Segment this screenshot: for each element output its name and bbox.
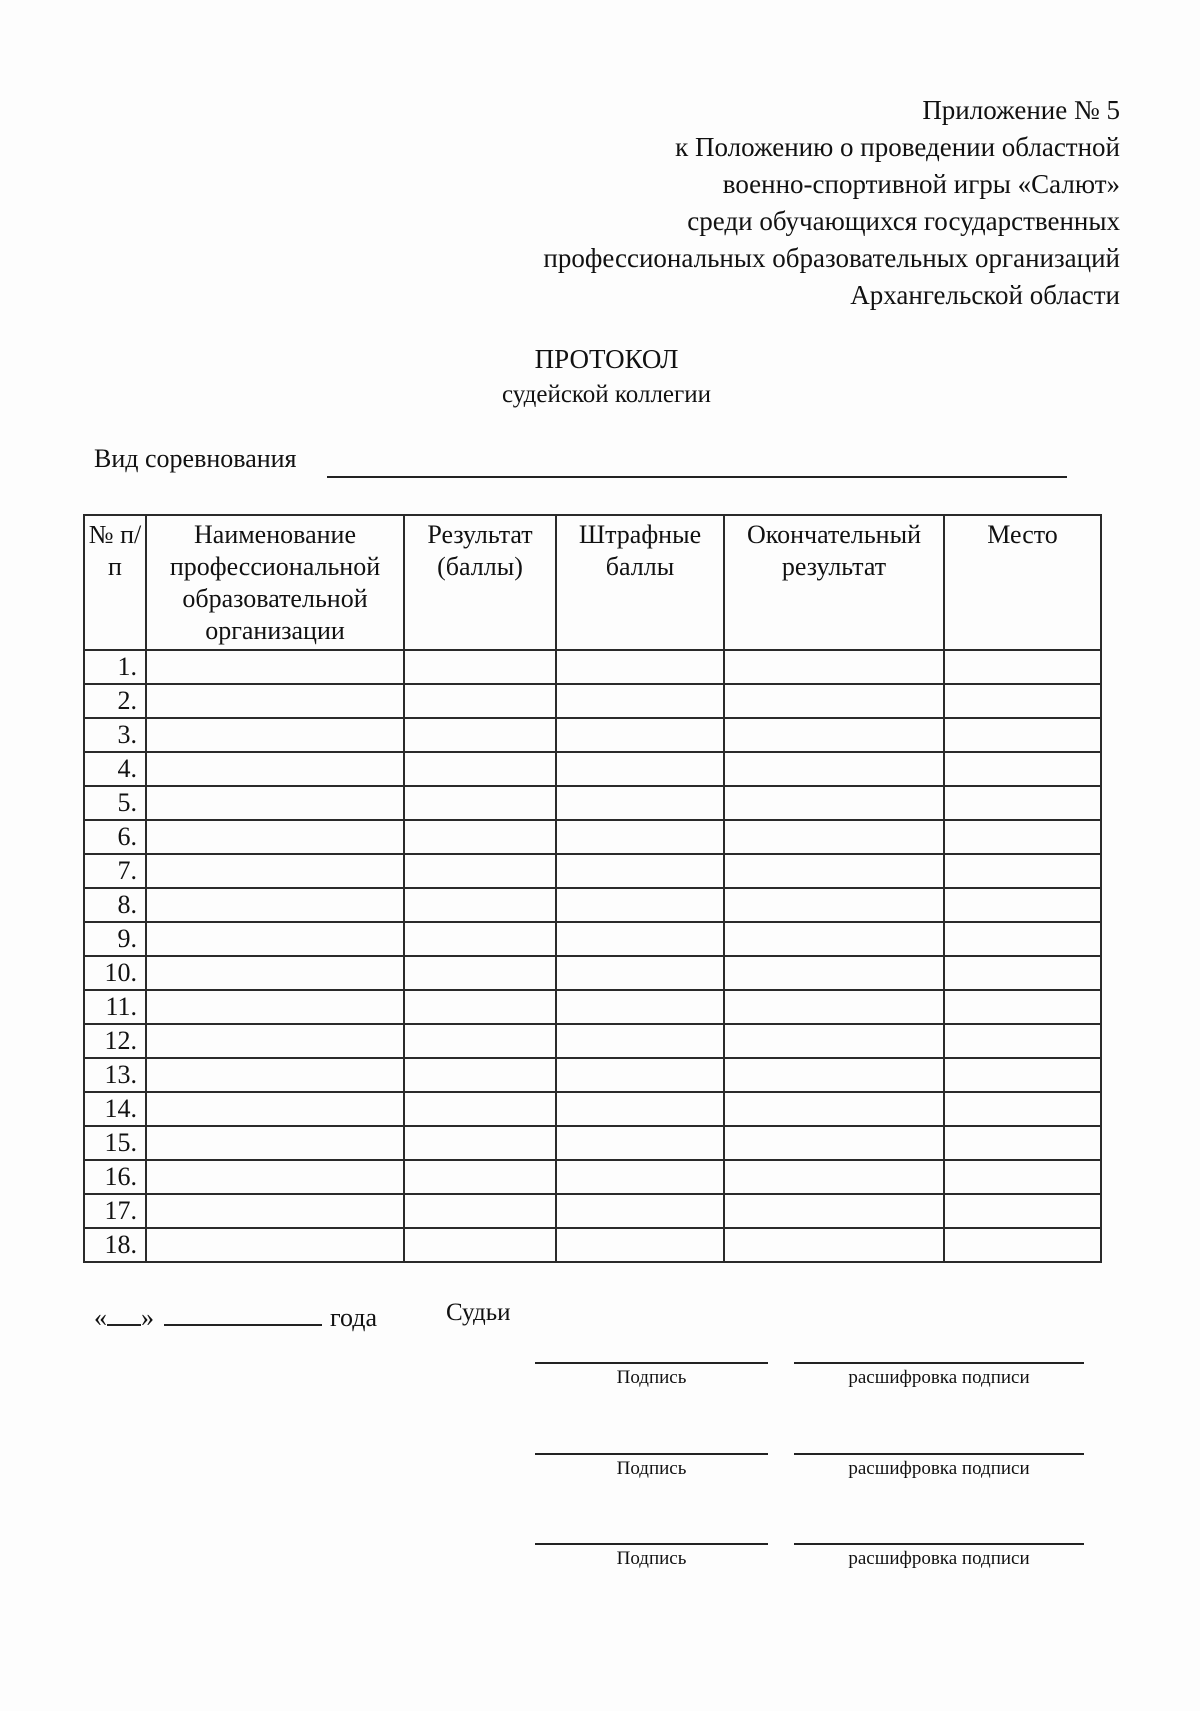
- cell-penalty[interactable]: [556, 1194, 724, 1228]
- signature-decoding-line[interactable]: [794, 1543, 1084, 1545]
- table-row: [84, 1126, 1101, 1160]
- cell-final-result[interactable]: [724, 1092, 944, 1126]
- cell-penalty[interactable]: [556, 888, 724, 922]
- cell-organization[interactable]: [146, 752, 404, 786]
- appendix-line: к Положению о проведении областной: [675, 132, 1120, 162]
- month-blank[interactable]: [164, 1298, 322, 1326]
- protocol-title: ПРОТОКОЛ: [534, 344, 679, 374]
- cell-organization[interactable]: [146, 1024, 404, 1058]
- signature-decoding-line[interactable]: [794, 1362, 1084, 1364]
- cell-place[interactable]: [944, 990, 1101, 1024]
- cell-penalty[interactable]: [556, 650, 724, 684]
- cell-final-result[interactable]: [724, 1058, 944, 1092]
- signature-line[interactable]: [535, 1543, 768, 1545]
- cell-final-result[interactable]: [724, 1024, 944, 1058]
- year-label: года: [330, 1303, 378, 1332]
- cell-result[interactable]: [404, 956, 556, 990]
- table-row: [84, 752, 1101, 786]
- table-row: [84, 1194, 1101, 1228]
- row-number: 15.: [84, 1126, 146, 1160]
- cell-final-result[interactable]: [724, 650, 944, 684]
- header-penalty: Штрафные баллы: [556, 515, 724, 650]
- cell-place[interactable]: [944, 1160, 1101, 1194]
- cell-result[interactable]: [404, 1126, 556, 1160]
- cell-organization[interactable]: [146, 786, 404, 820]
- cell-place[interactable]: [944, 1092, 1101, 1126]
- cell-organization[interactable]: [146, 1228, 404, 1262]
- cell-place[interactable]: [944, 752, 1101, 786]
- table-row: [84, 718, 1101, 752]
- cell-result[interactable]: [404, 718, 556, 752]
- cell-place[interactable]: [944, 956, 1101, 990]
- table-row: [84, 786, 1101, 820]
- decoding-caption: расшифровка подписи: [848, 1367, 1030, 1388]
- row-number: 17.: [84, 1194, 146, 1228]
- results-table: [83, 514, 1102, 1263]
- table-row: [84, 1160, 1101, 1194]
- cell-penalty[interactable]: [556, 1092, 724, 1126]
- cell-penalty[interactable]: [556, 990, 724, 1024]
- table-row: [84, 820, 1101, 854]
- day-blank[interactable]: [107, 1298, 141, 1326]
- competition-type-label: Вид соревнования: [94, 444, 297, 473]
- cell-organization[interactable]: [146, 684, 404, 718]
- cell-final-result[interactable]: [724, 820, 944, 854]
- cell-penalty[interactable]: [556, 752, 724, 786]
- cell-final-result[interactable]: [724, 888, 944, 922]
- row-number: 9.: [84, 922, 146, 956]
- cell-penalty[interactable]: [556, 956, 724, 990]
- cell-result[interactable]: [404, 684, 556, 718]
- cell-penalty[interactable]: [556, 1058, 724, 1092]
- cell-final-result[interactable]: [724, 922, 944, 956]
- header-final-result: Окончательный результат: [724, 515, 944, 650]
- cell-penalty[interactable]: [556, 684, 724, 718]
- appendix-note: [320, 92, 1120, 314]
- appendix-line: среди обучающихся государственных: [687, 206, 1120, 236]
- decoding-caption: расшифровка подписи: [848, 1548, 1030, 1569]
- cell-organization[interactable]: [146, 1058, 404, 1092]
- cell-penalty[interactable]: [556, 1126, 724, 1160]
- cell-final-result[interactable]: [724, 854, 944, 888]
- table-row: [84, 684, 1101, 718]
- cell-place[interactable]: [944, 718, 1101, 752]
- cell-final-result[interactable]: [724, 1228, 944, 1262]
- table-row: [84, 1058, 1101, 1092]
- signature-line[interactable]: [535, 1362, 768, 1364]
- cell-final-result[interactable]: [724, 1126, 944, 1160]
- judges-label: Судьи: [446, 1299, 511, 1326]
- cell-place[interactable]: [944, 854, 1101, 888]
- header-place: Место: [944, 515, 1101, 650]
- cell-result[interactable]: [404, 922, 556, 956]
- cell-penalty[interactable]: [556, 1160, 724, 1194]
- cell-penalty[interactable]: [556, 922, 724, 956]
- cell-final-result[interactable]: [724, 718, 944, 752]
- table-row: [84, 854, 1101, 888]
- cell-result[interactable]: [404, 1058, 556, 1092]
- date-field: [94, 1298, 377, 1335]
- cell-organization[interactable]: [146, 718, 404, 752]
- cell-place[interactable]: [944, 684, 1101, 718]
- quote-close: »: [141, 1303, 154, 1332]
- cell-result[interactable]: [404, 854, 556, 888]
- row-number: 6.: [84, 820, 146, 854]
- row-number: 5.: [84, 786, 146, 820]
- cell-place[interactable]: [944, 820, 1101, 854]
- appendix-line: Приложение № 5: [922, 95, 1120, 125]
- cell-organization[interactable]: [146, 650, 404, 684]
- table-row: [84, 888, 1101, 922]
- table-row: [84, 922, 1101, 956]
- cell-penalty[interactable]: [556, 820, 724, 854]
- cell-result[interactable]: [404, 650, 556, 684]
- row-number: 13.: [84, 1058, 146, 1092]
- header-number: № п/п: [84, 515, 146, 650]
- cell-final-result[interactable]: [724, 1160, 944, 1194]
- signature-line[interactable]: [535, 1453, 768, 1455]
- row-number: 18.: [84, 1228, 146, 1262]
- cell-final-result[interactable]: [724, 752, 944, 786]
- table-header-row: [84, 515, 1101, 650]
- cell-place[interactable]: [944, 888, 1101, 922]
- cell-place[interactable]: [944, 786, 1101, 820]
- row-number: 14.: [84, 1092, 146, 1126]
- cell-result[interactable]: [404, 1092, 556, 1126]
- header-result: Результат (баллы): [404, 515, 556, 650]
- cell-organization[interactable]: [146, 990, 404, 1024]
- cell-final-result[interactable]: [724, 1194, 944, 1228]
- cell-place[interactable]: [944, 1194, 1101, 1228]
- row-number: 1.: [84, 650, 146, 684]
- row-number: 10.: [84, 956, 146, 990]
- cell-organization[interactable]: [146, 922, 404, 956]
- row-number: 7.: [84, 854, 146, 888]
- signature-caption: Подпись: [616, 1458, 687, 1479]
- appendix-line: Архангельской области: [850, 280, 1120, 310]
- table-body: [84, 650, 1101, 1262]
- cell-organization[interactable]: [146, 956, 404, 990]
- row-number: 8.: [84, 888, 146, 922]
- signature-decoding-line[interactable]: [794, 1453, 1084, 1455]
- table-row: [84, 956, 1101, 990]
- cell-organization[interactable]: [146, 1126, 404, 1160]
- row-number: 4.: [84, 752, 146, 786]
- cell-penalty[interactable]: [556, 854, 724, 888]
- row-number: 3.: [84, 718, 146, 752]
- cell-place[interactable]: [944, 1126, 1101, 1160]
- decoding-caption: расшифровка подписи: [848, 1458, 1030, 1479]
- appendix-line: военно-спортивной игры «Салют»: [722, 169, 1120, 199]
- cell-organization[interactable]: [146, 1092, 404, 1126]
- cell-result[interactable]: [404, 1160, 556, 1194]
- cell-penalty[interactable]: [556, 786, 724, 820]
- cell-result[interactable]: [404, 1024, 556, 1058]
- signature-caption: Подпись: [616, 1367, 687, 1388]
- cell-organization[interactable]: [146, 1194, 404, 1228]
- competition-type-field[interactable]: [327, 476, 1067, 478]
- row-number: 16.: [84, 1160, 146, 1194]
- cell-place[interactable]: [944, 922, 1101, 956]
- cell-organization[interactable]: [146, 1160, 404, 1194]
- cell-final-result[interactable]: [724, 956, 944, 990]
- table-row: [84, 990, 1101, 1024]
- row-number: 12.: [84, 1024, 146, 1058]
- signature-caption: Подпись: [616, 1548, 687, 1569]
- cell-place[interactable]: [944, 1024, 1101, 1058]
- row-number: 2.: [84, 684, 146, 718]
- table-row: [84, 650, 1101, 684]
- cell-place[interactable]: [944, 1058, 1101, 1092]
- cell-place[interactable]: [944, 1228, 1101, 1262]
- cell-organization[interactable]: [146, 854, 404, 888]
- cell-organization[interactable]: [146, 888, 404, 922]
- cell-penalty[interactable]: [556, 718, 724, 752]
- cell-penalty[interactable]: [556, 1024, 724, 1058]
- appendix-line: профессиональных образовательных организаций: [543, 243, 1120, 273]
- cell-result[interactable]: [404, 752, 556, 786]
- cell-penalty[interactable]: [556, 1228, 724, 1262]
- cell-result[interactable]: [404, 786, 556, 820]
- table-row: [84, 1092, 1101, 1126]
- cell-result[interactable]: [404, 990, 556, 1024]
- cell-result[interactable]: [404, 1228, 556, 1262]
- cell-final-result[interactable]: [724, 684, 944, 718]
- table-row: [84, 1024, 1101, 1058]
- cell-final-result[interactable]: [724, 990, 944, 1024]
- cell-result[interactable]: [404, 820, 556, 854]
- header-organization: Наименование профессиональной образовательной организации: [146, 515, 404, 650]
- cell-result[interactable]: [404, 1194, 556, 1228]
- cell-result[interactable]: [404, 888, 556, 922]
- cell-final-result[interactable]: [724, 786, 944, 820]
- cell-organization[interactable]: [146, 820, 404, 854]
- row-number: 11.: [84, 990, 146, 1024]
- table-row: [84, 1228, 1101, 1262]
- protocol-subtitle: судейской коллегии: [501, 381, 712, 408]
- quote-open: «: [94, 1303, 107, 1332]
- cell-place[interactable]: [944, 650, 1101, 684]
